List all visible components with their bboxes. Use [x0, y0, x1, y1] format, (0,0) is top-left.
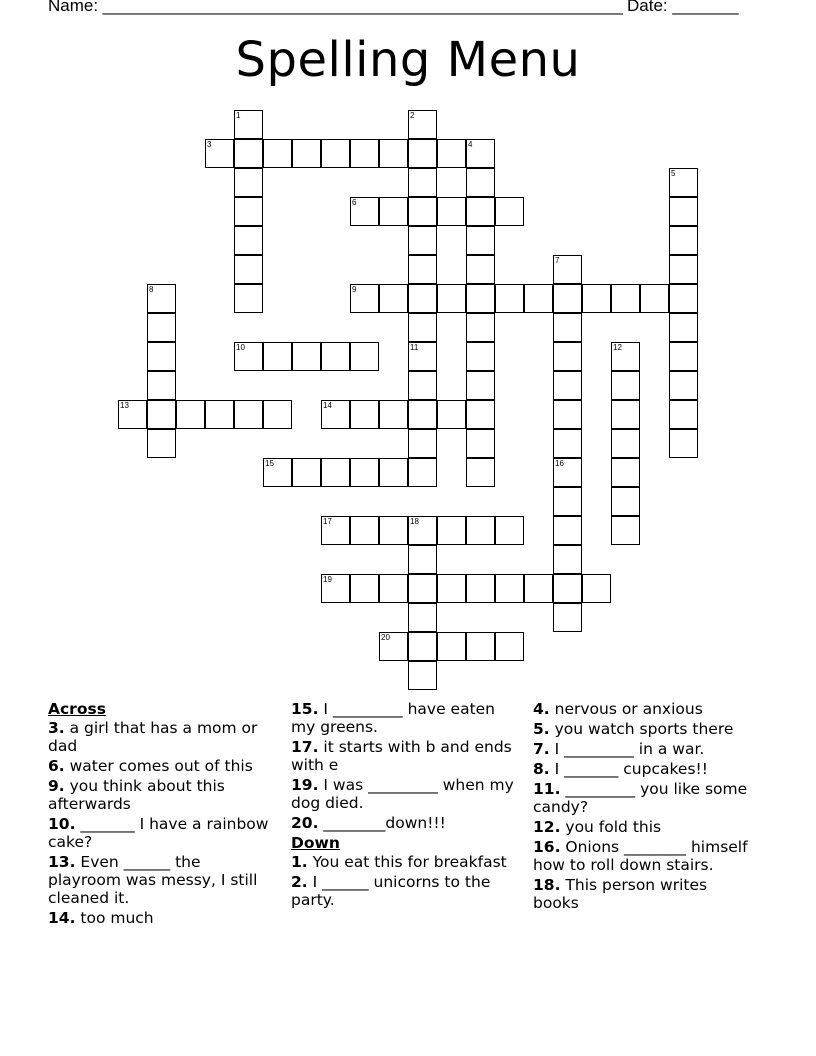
clue-column-2: [291, 700, 516, 911]
grid-cell[interactable]: [321, 342, 350, 371]
clue-down-7: 7. I _________ in a war.: [533, 740, 705, 758]
date-field-label: Date: _______: [627, 0, 739, 15]
clue-number: 13: [120, 401, 129, 410]
grid-cell[interactable]: [466, 342, 495, 371]
grid-cell[interactable]: [350, 516, 379, 545]
clue-number: 12: [613, 343, 622, 352]
clue-number: 18: [410, 517, 419, 526]
grid-cell[interactable]: [176, 400, 205, 429]
grid-cell[interactable]: [582, 574, 611, 603]
clue-number: 1: [236, 111, 241, 120]
grid-cell[interactable]: [611, 400, 640, 429]
grid-cell[interactable]: [263, 458, 292, 487]
grid-cell[interactable]: [495, 516, 524, 545]
grid-cell[interactable]: [669, 197, 698, 226]
grid-cell[interactable]: [466, 197, 495, 226]
grid-cell[interactable]: [379, 197, 408, 226]
grid-cell[interactable]: [408, 545, 437, 574]
clue-number: 16: [555, 459, 564, 468]
grid-cell[interactable]: [350, 458, 379, 487]
grid-cell[interactable]: [147, 342, 176, 371]
grid-cell[interactable]: [553, 574, 582, 603]
clue-down-18: 18. This person writes books: [533, 876, 708, 912]
grid-cell[interactable]: [408, 313, 437, 342]
grid-cell[interactable]: [234, 110, 263, 139]
grid-cell[interactable]: [466, 168, 495, 197]
clue-down-2: 2. I ______ unicorns to the party.: [291, 873, 491, 909]
grid-cell[interactable]: [466, 400, 495, 429]
grid-cell[interactable]: [350, 197, 379, 226]
grid-cell[interactable]: [234, 139, 263, 168]
clue-across-14: 14. too much: [48, 909, 154, 927]
grid-cell[interactable]: [234, 400, 263, 429]
grid-cell[interactable]: [437, 284, 466, 313]
grid-cell[interactable]: [234, 342, 263, 371]
grid-cell[interactable]: [466, 632, 495, 661]
clue-number: 19: [323, 575, 332, 584]
grid-cell[interactable]: [524, 284, 553, 313]
grid-cell[interactable]: [350, 574, 379, 603]
grid-cell[interactable]: [553, 342, 582, 371]
grid-cell[interactable]: [669, 400, 698, 429]
grid-cell[interactable]: [437, 197, 466, 226]
grid-cell[interactable]: [495, 632, 524, 661]
grid-cell[interactable]: [205, 400, 234, 429]
clue-across-6: 6. water comes out of this: [48, 757, 253, 775]
grid-cell[interactable]: [495, 284, 524, 313]
grid-cell[interactable]: [234, 168, 263, 197]
clue-down-4: 4. nervous or anxious: [533, 700, 703, 718]
grid-cell[interactable]: [553, 487, 582, 516]
grid-cell[interactable]: [408, 197, 437, 226]
clue-across-19: 19. I was _________ when my dog died.: [291, 776, 514, 812]
clue-number: 6: [352, 198, 357, 207]
grid-cell[interactable]: [379, 458, 408, 487]
grid-cell[interactable]: [495, 574, 524, 603]
clue-down-8: 8. I _______ cupcakes!!: [533, 760, 708, 778]
grid-cell[interactable]: [466, 255, 495, 284]
grid-cell[interactable]: [263, 342, 292, 371]
grid-cell[interactable]: [147, 371, 176, 400]
grid-cell[interactable]: [321, 574, 350, 603]
grid-cell[interactable]: [553, 371, 582, 400]
clue-down-12: 12. you fold this: [533, 818, 662, 836]
grid-cell[interactable]: [379, 284, 408, 313]
grid-cell[interactable]: [437, 632, 466, 661]
grid-cell[interactable]: [350, 284, 379, 313]
clue-number: 4: [468, 140, 473, 149]
grid-cell[interactable]: [466, 458, 495, 487]
grid-cell[interactable]: [437, 400, 466, 429]
grid-cell[interactable]: [611, 487, 640, 516]
grid-cell[interactable]: [553, 255, 582, 284]
grid-cell[interactable]: [466, 429, 495, 458]
grid-cell[interactable]: [408, 255, 437, 284]
grid-cell[interactable]: [408, 139, 437, 168]
grid-cell[interactable]: [669, 168, 698, 197]
clue-across-10: 10. _______ I have a rainbow cake?: [48, 815, 269, 851]
grid-cell[interactable]: [379, 516, 408, 545]
clue-number: 14: [323, 401, 332, 410]
clue-across-17: 17. it starts with b and ends with e: [291, 738, 512, 774]
grid-cell[interactable]: [669, 226, 698, 255]
clue-column-3: [533, 700, 753, 914]
grid-cell[interactable]: [321, 516, 350, 545]
clue-number: 8: [149, 285, 154, 294]
grid-cell[interactable]: [466, 574, 495, 603]
grid-cell[interactable]: [466, 313, 495, 342]
grid-cell[interactable]: [147, 429, 176, 458]
grid-cell[interactable]: [582, 284, 611, 313]
grid-cell[interactable]: [408, 458, 437, 487]
grid-cell[interactable]: [553, 313, 582, 342]
grid-cell[interactable]: [234, 255, 263, 284]
grid-cell[interactable]: [495, 197, 524, 226]
clue-number: 7: [555, 256, 560, 265]
grid-cell[interactable]: [466, 139, 495, 168]
grid-cell[interactable]: [669, 342, 698, 371]
clue-number: 10: [236, 343, 245, 352]
grid-cell[interactable]: [466, 371, 495, 400]
grid-cell[interactable]: [379, 574, 408, 603]
grid-cell[interactable]: [234, 226, 263, 255]
grid-cell[interactable]: [292, 139, 321, 168]
grid-cell[interactable]: [408, 661, 437, 690]
grid-cell[interactable]: [234, 197, 263, 226]
clue-number: 3: [207, 140, 212, 149]
clue-down-11: 11. _________ you like some candy?: [533, 780, 748, 816]
grid-cell[interactable]: [379, 632, 408, 661]
grid-cell[interactable]: [408, 110, 437, 139]
grid-cell[interactable]: [408, 574, 437, 603]
clue-across-13: 13. Even ______ the playroom was messy, I still cleaned it.: [48, 853, 258, 907]
grid-cell[interactable]: [147, 400, 176, 429]
grid-cell[interactable]: [553, 545, 582, 574]
grid-cell[interactable]: [611, 516, 640, 545]
grid-cell[interactable]: [408, 226, 437, 255]
grid-cell[interactable]: [408, 516, 437, 545]
grid-cell[interactable]: [321, 458, 350, 487]
grid-cell[interactable]: [611, 429, 640, 458]
grid-cell[interactable]: [553, 516, 582, 545]
grid-cell[interactable]: [350, 400, 379, 429]
grid-cell[interactable]: [263, 139, 292, 168]
grid-cell[interactable]: [408, 284, 437, 313]
clue-down-5: 5. you watch sports there: [533, 720, 734, 738]
page-title: Spelling Menu: [235, 32, 581, 88]
grid-cell[interactable]: [321, 139, 350, 168]
grid-cell[interactable]: [466, 516, 495, 545]
grid-cell[interactable]: [408, 632, 437, 661]
grid-cell[interactable]: [408, 603, 437, 632]
grid-cell[interactable]: [437, 516, 466, 545]
clue-down-16: 16. Onions ________ himself how to roll down stairs.: [533, 838, 748, 874]
grid-cell[interactable]: [524, 574, 553, 603]
grid-cell[interactable]: [669, 313, 698, 342]
grid-cell[interactable]: [437, 139, 466, 168]
grid-cell[interactable]: [669, 284, 698, 313]
grid-cell[interactable]: [553, 284, 582, 313]
grid-cell[interactable]: [263, 400, 292, 429]
clue-number: 11: [410, 343, 419, 352]
grid-cell[interactable]: [553, 429, 582, 458]
grid-cell[interactable]: [292, 342, 321, 371]
clue-across-9: 9. you think about this afterwards: [48, 777, 225, 813]
name-field-label: Name: _______________________________________________________: [48, 0, 623, 15]
clue-number: 20: [381, 633, 390, 642]
grid-cell[interactable]: [466, 284, 495, 313]
grid-cell[interactable]: [147, 284, 176, 313]
grid-cell[interactable]: [669, 255, 698, 284]
grid-cell[interactable]: [350, 342, 379, 371]
grid-cell[interactable]: [350, 139, 379, 168]
grid-cell[interactable]: [408, 342, 437, 371]
clue-across-3: 3. a girl that has a mom or dad: [48, 719, 258, 755]
grid-cell[interactable]: [640, 284, 669, 313]
grid-cell[interactable]: [553, 400, 582, 429]
clue-column-1: [48, 700, 273, 929]
clue-across-15: 15. I _________ have eaten my greens.: [291, 700, 496, 736]
clue-number: 5: [671, 169, 676, 178]
clue-number: 2: [410, 111, 415, 120]
clue-down-1: 1. You eat this for breakfast: [291, 853, 507, 871]
grid-cell[interactable]: [437, 574, 466, 603]
across-heading: Across: [48, 700, 106, 718]
grid-cell[interactable]: [611, 284, 640, 313]
down-heading: Down: [291, 834, 340, 852]
grid-cell[interactable]: [408, 400, 437, 429]
grid-cell[interactable]: [669, 371, 698, 400]
grid-cell[interactable]: [379, 400, 408, 429]
clue-number: 9: [352, 285, 357, 294]
clue-across-20: 20. ________down!!!: [291, 814, 446, 832]
grid-cell[interactable]: [611, 371, 640, 400]
grid-cell[interactable]: [234, 284, 263, 313]
grid-cell[interactable]: [669, 429, 698, 458]
grid-cell[interactable]: [611, 458, 640, 487]
grid-cell[interactable]: [292, 458, 321, 487]
grid-cell[interactable]: [205, 139, 234, 168]
grid-cell[interactable]: [321, 400, 350, 429]
grid-cell[interactable]: [147, 313, 176, 342]
grid-cell[interactable]: [466, 226, 495, 255]
grid-cell[interactable]: [408, 168, 437, 197]
grid-cell[interactable]: [553, 458, 582, 487]
clue-number: 17: [323, 517, 332, 526]
grid-cell[interactable]: [408, 429, 437, 458]
grid-cell[interactable]: [553, 603, 582, 632]
grid-cell[interactable]: [118, 400, 147, 429]
clue-number: 15: [265, 459, 274, 468]
grid-cell[interactable]: [611, 342, 640, 371]
grid-cell[interactable]: [379, 139, 408, 168]
grid-cell[interactable]: [408, 371, 437, 400]
